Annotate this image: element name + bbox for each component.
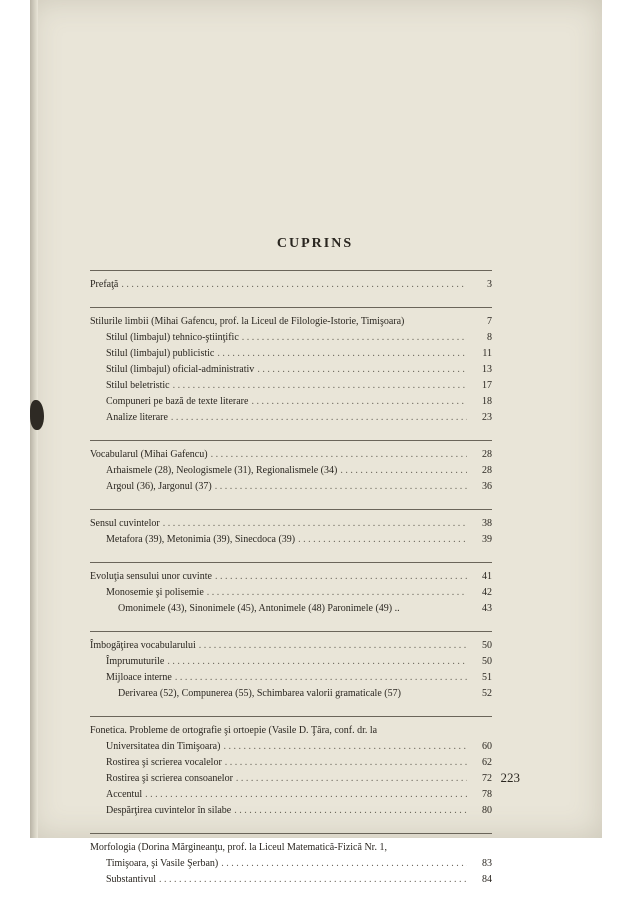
toc-entry bbox=[90, 314, 492, 330]
toc-entry-label: Îmbogăţirea vocabularului bbox=[90, 640, 196, 651]
toc-entry-label: Argoul (36), Jargonul (37) bbox=[106, 481, 212, 492]
page-title: CUPRINS bbox=[276, 236, 354, 251]
toc-entry-page: 83 bbox=[482, 858, 492, 869]
toc-entry-label: Rostirea şi scrierea consoanelor bbox=[106, 773, 233, 784]
dot-leader bbox=[221, 856, 467, 872]
toc-entry-page: 50 bbox=[482, 640, 492, 651]
toc-entry-label: Evoluţia sensului unor cuvinte bbox=[90, 571, 212, 582]
dot-leader bbox=[173, 378, 467, 394]
section-divider bbox=[90, 440, 492, 441]
toc-entry-label: Timişoara, şi Vasile Şerban) bbox=[106, 858, 219, 869]
dot-leader bbox=[121, 277, 467, 293]
toc-entry bbox=[90, 601, 492, 617]
dot-leader bbox=[167, 654, 467, 670]
toc-entry-label: Universitatea din Timişoara) bbox=[106, 741, 221, 752]
dot-leader bbox=[207, 585, 467, 601]
toc-section bbox=[90, 307, 492, 426]
toc-entry-page: 43 bbox=[482, 603, 492, 614]
toc-entry-label: Stilul (limbajul) tehnico-ştiinţific bbox=[106, 332, 239, 343]
toc-entry-label: Compuneri pe bază de texte literare bbox=[106, 396, 249, 407]
toc-entry bbox=[90, 394, 492, 410]
dot-leader bbox=[223, 739, 467, 755]
toc-entry bbox=[90, 463, 492, 479]
dot-leader bbox=[211, 447, 467, 463]
toc-entry bbox=[90, 447, 492, 463]
toc-entry-page: 52 bbox=[482, 688, 492, 699]
toc-entry-page: 23 bbox=[482, 412, 492, 423]
toc-entry-page: 7 bbox=[487, 316, 492, 327]
toc-entry-page: 84 bbox=[482, 874, 492, 885]
dot-leader bbox=[215, 569, 467, 585]
toc-entry bbox=[90, 346, 492, 362]
toc-section bbox=[90, 509, 492, 548]
toc-entry-label: Monosemie şi polisemie bbox=[106, 587, 204, 598]
section-divider bbox=[90, 833, 492, 834]
toc-entry bbox=[90, 739, 492, 755]
section-divider bbox=[90, 631, 492, 632]
toc-section bbox=[90, 833, 492, 888]
dot-leader bbox=[217, 346, 467, 362]
toc-entry bbox=[90, 840, 492, 856]
toc-entry-page: 38 bbox=[482, 518, 492, 529]
dot-leader bbox=[298, 532, 467, 548]
toc-entry-page: 28 bbox=[482, 449, 492, 460]
toc-section bbox=[90, 562, 492, 617]
toc-entry bbox=[90, 479, 492, 495]
toc-entry-label: Fonetica. Probleme de ortografie şi ortoepie (Vasile D. Ţâra, conf. dr. la bbox=[90, 725, 378, 736]
toc-entry bbox=[90, 585, 492, 601]
section-divider bbox=[90, 562, 492, 563]
toc-entry bbox=[90, 670, 492, 686]
dot-leader bbox=[236, 771, 467, 787]
toc-section bbox=[90, 440, 492, 495]
dot-leader bbox=[163, 516, 467, 532]
dot-leader bbox=[215, 479, 467, 495]
toc-entry-label: Stilul (limbajul) publicistic bbox=[106, 348, 215, 359]
toc-section bbox=[90, 716, 492, 819]
section-divider bbox=[90, 716, 492, 717]
toc-entry-label: Analize literare bbox=[106, 412, 168, 423]
toc-entry bbox=[90, 362, 492, 378]
toc-entry-page: 3 bbox=[487, 279, 492, 290]
toc-entry bbox=[90, 638, 492, 654]
dot-leader bbox=[145, 787, 467, 803]
section-divider bbox=[90, 307, 492, 308]
toc-entry bbox=[90, 569, 492, 585]
toc-entry-label: Arhaismele (28), Neologismele (31), Regionalismele (34) bbox=[106, 465, 338, 476]
toc-entry-page: 18 bbox=[482, 396, 492, 407]
toc-entry-page: 80 bbox=[482, 805, 492, 816]
toc-entry-page: 28 bbox=[482, 465, 492, 476]
toc-section bbox=[90, 270, 492, 293]
toc-entry-label: Stilul beletristic bbox=[106, 380, 170, 391]
dot-leader bbox=[251, 394, 467, 410]
toc-entry-label: Accentul bbox=[106, 789, 143, 800]
toc-entry-label: Sensul cuvintelor bbox=[90, 518, 160, 529]
toc-entry bbox=[90, 410, 492, 426]
toc-entry bbox=[90, 532, 492, 548]
ink-stain bbox=[30, 400, 44, 430]
toc-entry-label: Rostirea şi scrierea vocalelor bbox=[106, 757, 222, 768]
toc-entry-label: Vocabularul (Mihai Gafencu) bbox=[90, 449, 208, 460]
dot-leader bbox=[159, 872, 467, 888]
dot-leader bbox=[234, 803, 467, 819]
toc-entry-page: 36 bbox=[482, 481, 492, 492]
toc-entry bbox=[90, 723, 492, 739]
toc-entry-page: 8 bbox=[487, 332, 492, 343]
toc-entry-page: 17 bbox=[482, 380, 492, 391]
table-of-contents bbox=[90, 270, 492, 902]
toc-entry bbox=[90, 856, 492, 872]
toc-entry-page: 78 bbox=[482, 789, 492, 800]
toc-entry-label: Împrumuturile bbox=[106, 656, 165, 667]
toc-entry bbox=[90, 330, 492, 346]
toc-entry-label: Omonimele (43), Sinonimele (45), Antonimele (48) Paronimele (49) .. bbox=[118, 603, 400, 614]
dot-leader bbox=[175, 670, 467, 686]
toc-entry-page: 50 bbox=[482, 656, 492, 667]
toc-entry-label: Derivarea (52), Compunerea (55), Schimbarea valorii gramaticale (57) bbox=[118, 688, 401, 699]
toc-entry-page: 11 bbox=[482, 348, 492, 359]
toc-entry-page: 42 bbox=[482, 587, 492, 598]
toc-entry-label: Prefaţă bbox=[90, 279, 119, 290]
toc-entry bbox=[90, 755, 492, 771]
toc-entry bbox=[90, 654, 492, 670]
page-number: 223 bbox=[500, 770, 520, 785]
section-divider bbox=[90, 270, 492, 271]
toc-entry-page: 60 bbox=[482, 741, 492, 752]
toc-entry-page: 39 bbox=[482, 534, 492, 545]
toc-entry bbox=[90, 872, 492, 888]
dot-leader bbox=[257, 362, 467, 378]
toc-entry-page: 51 bbox=[482, 672, 492, 683]
dot-leader bbox=[242, 330, 467, 346]
toc-entry-page: 72 bbox=[482, 773, 492, 784]
dot-leader bbox=[171, 410, 467, 426]
toc-entry-label: Stilurile limbii (Mihai Gafencu, prof. la Liceul de Filologie-Istorie, Timişoara) bbox=[90, 316, 405, 327]
toc-entry bbox=[90, 803, 492, 819]
toc-entry bbox=[90, 277, 492, 293]
toc-entry-label: Despărţirea cuvintelor în silabe bbox=[106, 805, 232, 816]
toc-entry bbox=[90, 771, 492, 787]
toc-entry-label: Stilul (limbajul) oficial-administrativ bbox=[106, 364, 255, 375]
toc-entry bbox=[90, 686, 492, 702]
toc-entry-page: 62 bbox=[482, 757, 492, 768]
toc-entry bbox=[90, 787, 492, 803]
toc-entry bbox=[90, 378, 492, 394]
dot-leader bbox=[199, 638, 467, 654]
section-divider bbox=[90, 509, 492, 510]
toc-entry-page: 41 bbox=[482, 571, 492, 582]
toc-entry-label: Mijloace interne bbox=[106, 672, 172, 683]
toc-entry-page: 13 bbox=[482, 364, 492, 375]
toc-section bbox=[90, 631, 492, 702]
toc-entry-label: Morfologia (Dorina Mărgineanţu, prof. la Liceul Matematică-Fizică Nr. 1, bbox=[90, 842, 387, 853]
dot-leader bbox=[340, 463, 467, 479]
dot-leader bbox=[225, 755, 467, 771]
toc-entry bbox=[90, 516, 492, 532]
toc-entry-label: Metafora (39), Metonimia (39), Sinecdoca (39) bbox=[106, 534, 296, 545]
toc-entry-label: Substantivul bbox=[106, 874, 157, 885]
